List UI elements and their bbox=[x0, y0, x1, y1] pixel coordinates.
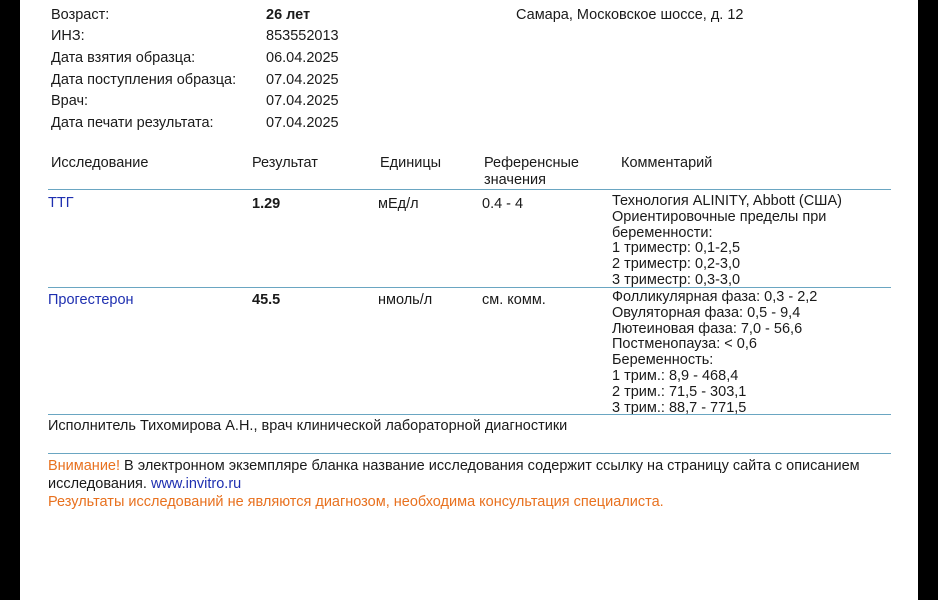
footer-divider bbox=[48, 453, 891, 454]
header-reference-line1: Референсные bbox=[484, 155, 579, 171]
header-result: Результат bbox=[252, 155, 318, 171]
print-date-value: 07.04.2025 bbox=[266, 115, 339, 131]
comment-line: Беременность: bbox=[612, 352, 714, 369]
units-tsh: мЕд/л bbox=[378, 196, 419, 212]
result-tsh: 1.29 bbox=[252, 196, 281, 212]
header-reference-line2: значения bbox=[484, 172, 546, 188]
header-comment: Комментарий bbox=[621, 155, 713, 171]
comment-line: 2 трим.: 71,5 - 303,1 bbox=[612, 383, 747, 400]
comment-line: Технология ALINITY, Abbott (США) bbox=[612, 193, 842, 209]
comment-line: Ориентировочные пределы при bbox=[612, 208, 827, 225]
doctor-label: Врач: bbox=[51, 93, 89, 109]
invitro-link[interactable]: www.invitro.ru bbox=[150, 476, 242, 492]
notice-line-2 bbox=[48, 475, 241, 493]
comment-line: 3 трим.: 88,7 - 771,5 bbox=[612, 399, 747, 416]
inz-label: ИНЗ: bbox=[51, 28, 85, 44]
disclaimer: Результаты исследований не являются диагнозом, необходима консультация специалиста. bbox=[48, 494, 664, 510]
performer-line: Исполнитель Тихомирова А.Н., врач клинической лабораторной диагностики bbox=[48, 418, 568, 434]
study-link-progesterone[interactable]: Прогестерон bbox=[48, 292, 134, 308]
row-divider bbox=[48, 287, 891, 288]
age-value: 26 лет bbox=[266, 7, 311, 23]
result-progesterone: 45.5 bbox=[252, 292, 281, 308]
comment-line: 2 триместр: 0,2-3,0 bbox=[612, 256, 741, 273]
header-units: Единицы bbox=[380, 155, 442, 171]
doctor-value: 07.04.2025 bbox=[266, 93, 339, 109]
table-bottom-divider bbox=[48, 414, 891, 415]
age-label: Возраст: bbox=[51, 7, 110, 23]
sample-received-label: Дата поступления образца: bbox=[51, 72, 237, 88]
notice-line-1 bbox=[48, 457, 860, 475]
units-progesterone: нмоль/л bbox=[378, 292, 433, 308]
notice-text-prefix: исследования. bbox=[48, 476, 147, 492]
header-study: Исследование bbox=[51, 155, 149, 171]
comment-line: 1 триместр: 0,1-2,5 bbox=[612, 240, 741, 257]
lab-report-sheet bbox=[20, 0, 918, 600]
table-header-divider bbox=[48, 189, 891, 190]
attention-label: Внимание! bbox=[48, 458, 121, 474]
sample-received-value: 07.04.2025 bbox=[266, 72, 339, 88]
reference-progesterone: см. комм. bbox=[482, 292, 546, 308]
print-date-label: Дата печати результата: bbox=[51, 115, 214, 131]
comment-progesterone bbox=[612, 290, 817, 416]
comment-line: беременности: bbox=[612, 224, 713, 241]
inz-value: 853552013 bbox=[266, 28, 339, 44]
comment-line: 1 трим.: 8,9 - 468,4 bbox=[612, 367, 739, 384]
comment-tsh bbox=[612, 194, 842, 289]
sample-taken-label: Дата взятия образца: bbox=[51, 50, 196, 66]
reference-tsh: 0.4 - 4 bbox=[482, 196, 524, 212]
sample-taken-value: 06.04.2025 bbox=[266, 50, 339, 66]
comment-line: Лютеиновая фаза: 7,0 - 56,6 bbox=[612, 320, 803, 337]
lab-address: Самара, Московское шоссе, д. 12 bbox=[516, 7, 744, 23]
comment-line: 3 триместр: 0,3-3,0 bbox=[612, 271, 741, 288]
comment-line: Постменопауза: < 0,6 bbox=[612, 336, 757, 353]
study-link-tsh[interactable]: ТТГ bbox=[48, 195, 74, 211]
notice-text: В электронном экземпляре бланка название исследования содержит ссылку на страницу сайта с описанием bbox=[124, 458, 860, 474]
comment-line: Фолликулярная фаза: 0,3 - 2,2 bbox=[612, 289, 818, 305]
comment-line: Овуляторная фаза: 0,5 - 9,4 bbox=[612, 304, 801, 321]
